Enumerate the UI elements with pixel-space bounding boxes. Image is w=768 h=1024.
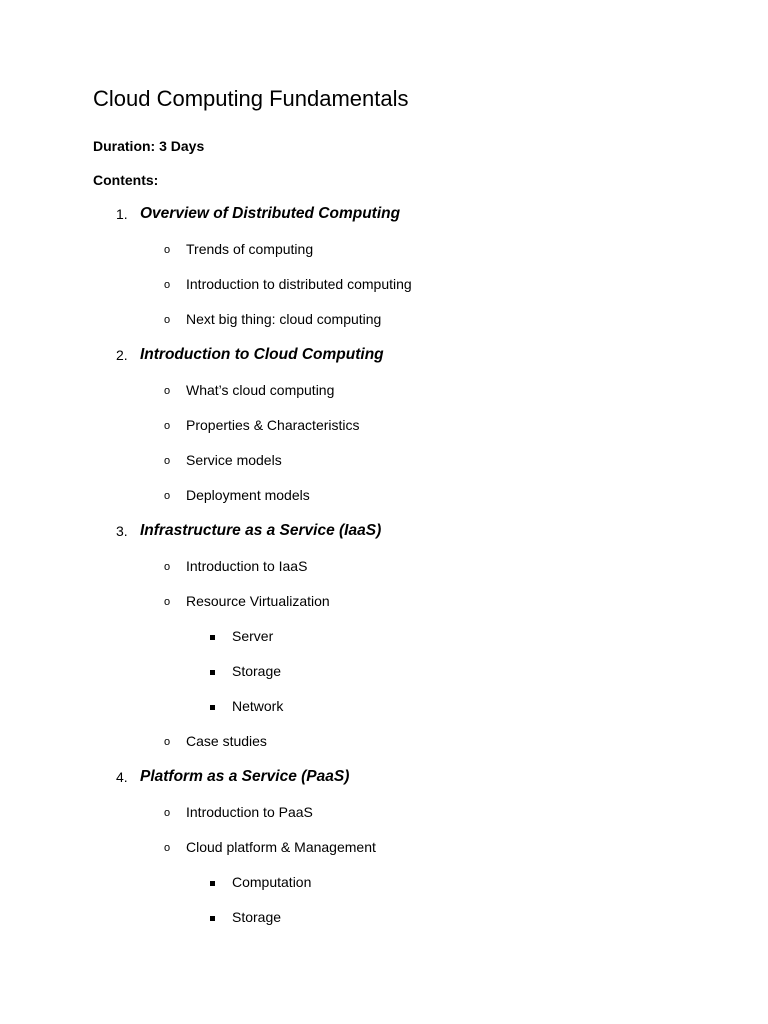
duration-label: Duration: 3 Days: [93, 138, 205, 154]
bullet-circle-icon: o: [164, 420, 171, 432]
bullet-circle-icon: o: [164, 561, 171, 573]
bullet-square-icon: [210, 705, 215, 710]
bullet-circle-icon: o: [164, 842, 171, 854]
bullet-square-icon: [210, 916, 215, 921]
bullet-square-icon: [210, 635, 215, 640]
list-item: Introduction to IaaS: [186, 558, 308, 574]
bullet-circle-icon: o: [164, 736, 171, 748]
section-title: Overview of Distributed Computing: [140, 205, 401, 222]
contents-label: Contents:: [93, 172, 159, 188]
list-item: Service models: [186, 452, 282, 468]
bullet-circle-icon: o: [164, 807, 171, 819]
section-number: 1.: [116, 206, 128, 222]
section-title: Infrastructure as a Service (IaaS): [140, 522, 382, 539]
list-item: Introduction to PaaS: [186, 804, 313, 820]
bullet-circle-icon: o: [164, 490, 171, 502]
bullet-circle-icon: o: [164, 596, 171, 608]
list-item: Trends of computing: [186, 241, 314, 257]
bullet-circle-icon: o: [164, 244, 171, 256]
bullet-circle-icon: o: [164, 455, 171, 467]
section-number: 3.: [116, 523, 128, 539]
document-title: Cloud Computing Fundamentals: [93, 86, 409, 111]
section-title: Platform as a Service (PaaS): [140, 768, 350, 785]
section-number: 2.: [116, 347, 128, 363]
list-item: Properties & Characteristics: [186, 417, 360, 433]
bullet-square-icon: [210, 670, 215, 675]
section-title: Introduction to Cloud Computing: [140, 346, 384, 363]
bullet-circle-icon: o: [164, 385, 171, 397]
sub-list-item: Server: [232, 628, 274, 644]
sub-list-item: Storage: [232, 663, 282, 679]
sub-list-item: Computation: [232, 874, 312, 890]
list-item: Next big thing: cloud computing: [186, 311, 382, 327]
bullet-circle-icon: o: [164, 279, 171, 291]
list-item: Resource Virtualization: [186, 593, 330, 609]
sub-list-item: Storage: [232, 909, 282, 925]
list-item: What’s cloud computing: [186, 382, 335, 398]
bullet-square-icon: [210, 881, 215, 886]
bullet-circle-icon: o: [164, 314, 171, 326]
sub-list-item: Network: [232, 698, 284, 714]
list-item: Introduction to distributed computing: [186, 276, 412, 292]
section-number: 4.: [116, 769, 128, 785]
list-item: Deployment models: [186, 487, 310, 503]
list-item: Cloud platform & Management: [186, 839, 376, 855]
list-item: Case studies: [186, 733, 267, 749]
